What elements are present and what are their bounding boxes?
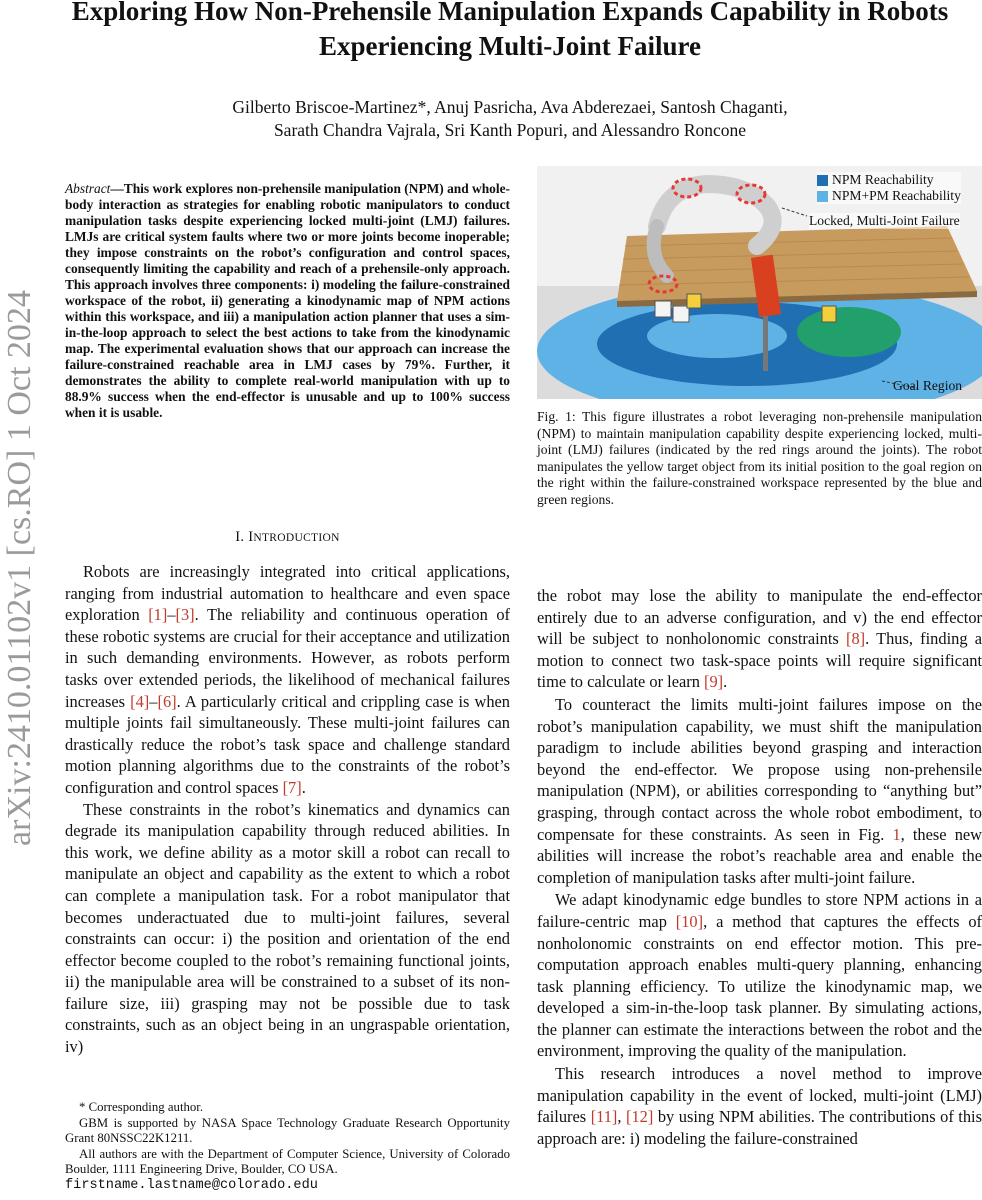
footnote-affiliation: All authors are with the Department of Computer Science, University of Colorado Boulder, 1111 Engineering Drive, Boulder, CO USA. <box>65 1146 510 1177</box>
target-object <box>687 294 701 308</box>
author-list <box>40 96 980 142</box>
section-heading-introduction <box>65 529 510 546</box>
figure-1-caption: Fig. 1: This figure illustrates a robot leveraging non-prehensile manipulation (NPM) to maintain manipulation capability despite experiencing locked, multi-joint (LMJ) failures (indicated by the red rings around the joints). The robot manipulates the yellow target object from its initial position to the goal region on the right within the failure-constrained workspace represented by the blue and green regions. <box>537 409 982 507</box>
paper-title: Exploring How Non-Prehensile Manipulation Expands Capability in Robots Experiencing Multi-Joint Failure <box>71 0 949 61</box>
goal-region-marker <box>797 307 901 357</box>
section-number: I. <box>235 529 249 545</box>
citation-link[interactable]: [8] <box>845 629 866 649</box>
text-run: To counteract the limits multi-joint failures impose on the robot’s manipulation capability, we must shift the manipulation paradigm to include abilities beyond grasping and interaction beyond the end-effector. We propose using non-prehensile manipulation (NPM), or abilities corresponding to “anything but” grasping, through contact across the whole robot embodiment, to compensate for these constraints. As seen in Fig. <box>537 694 982 844</box>
text-run: , these new abilities will increase the robot’s reachable area and enable the completion of manipulation tasks after multi-joint failure. <box>537 824 982 887</box>
legend-label-npm: NPM Reachability <box>832 172 934 187</box>
figure-legend <box>817 172 961 204</box>
abstract-text: —This work explores non-prehensile manipulation (NPM) and whole-body interaction as strategies for enabling robotic manipulators to conduct manipulation tasks despite experiencing locked multi-joint (LMJ) failures. LMJs are critical system faults where two or more joints become inoperable; they impose constraints on the robot’s configuration and control spaces, consequently limiting the capability and reach of a prehensile-only approach. This approach involves three components: i) modeling the failure-constrained workspace of the robot, ii) generating a kinodynamic map of NPM actions within this workspace, and iii) a manipulation action planner that uses a sim-in-the-loop approach to select the best actions to take from the kinodynamic map. The experimental evaluation shows that our approach can increase the failure-constrained reachable area in LMJ cases by 79%. Further, it demonstrates the ability to complete real-world manipulation with up to 88.9% success when the end-effector is unusable and up to 100% success when it is usable. <box>65 181 510 420</box>
citation-link[interactable]: [3] <box>175 605 195 625</box>
text-run: This research introduces a novel method to improve manipulation capability in the event of locked, multi-joint (LMJ) failures <box>537 1064 982 1127</box>
citation-link[interactable]: [6] <box>157 691 177 711</box>
citation-link[interactable]: [4] <box>130 691 150 711</box>
intro-paragraph-2-continued <box>537 585 982 693</box>
intro-left-column <box>65 561 510 1058</box>
authors-line-1: Gilberto Briscoe-Martinez*, Anuj Pasricha, Ava Abderezaei, Santosh Chaganti, <box>232 97 788 117</box>
intro-paragraph-5 <box>537 1063 982 1149</box>
citation-link[interactable]: [1] <box>148 605 168 625</box>
text-run: , a method that captures the effects of nonholonomic constraints on end effector motion. This pre-computation approach enables multi-query planning, enhancing task planning efficiency. To utilize the kinodynamic map, we developed a sim-in-the-loop task planner. By simulating actions, the planner can estimate the interactions between the robot and the environment, improving the quality of the manipulation. <box>537 911 982 1061</box>
text-run: – <box>167 605 176 625</box>
label-locked-failure: Locked, Multi-Joint Failure <box>809 213 960 228</box>
footnotes <box>65 1100 510 1194</box>
figure-1-image <box>537 166 982 399</box>
legend-swatch-npm-pm <box>817 191 828 202</box>
text-run: . The reliability and continuous operation of these robotic systems are crucial for their acceptance and utilization in such demanding environments. However, as robots perform tasks over extended periods, the likelihood of mechanical failures increases <box>65 605 510 711</box>
section-initial: I <box>248 529 254 545</box>
text-run: the robot may lose the ability to manipulate the end-effector entirely due to an adverse configuration, and v) the end effector will be subject to nonholonomic constraints <box>537 586 982 649</box>
label-goal-region: Goal Region <box>893 378 963 393</box>
citation-link[interactable]: [7] <box>282 777 302 797</box>
citation-link[interactable]: [12] <box>626 1107 654 1127</box>
text-run: – <box>149 691 158 711</box>
abstract-label: Abstract <box>65 181 111 196</box>
footnote-funding: GBM is supported by NASA Space Technology Graduate Research Opportunity Grant 80NSSC22K1211. <box>65 1115 510 1146</box>
text-run: by using NPM abilities. The contributions of this approach are: i) modeling the failure-constrained <box>537 1107 982 1148</box>
arxiv-watermark: arXiv:2410.01102v1 [cs.RO] 1 Oct 2024 <box>1 290 38 846</box>
text-run: . <box>723 672 728 692</box>
citation-link[interactable]: [9] <box>704 672 724 692</box>
figure-reference-link[interactable]: 1 <box>892 824 901 844</box>
intro-paragraph-3 <box>537 694 982 888</box>
intro-paragraph-1 <box>65 561 510 799</box>
legend-label-npm-pm: NPM+PM Reachability <box>832 188 961 203</box>
text-run: . A particularly critical and crippling case is when multiple joints fail simultaneously. These multi-joint failures can drastically reduce the robot’s task space and challenge standard motion planning algorithms due to the constraints of the robot’s configuration and control spaces <box>65 691 510 797</box>
section-title-rest: NTRODUCTION <box>253 532 340 544</box>
text-run: Robots are increasingly integrated into critical applications, ranging from industrial automation to healthcare and even space exploration <box>65 562 510 625</box>
footnote-email[interactable]: firstname.lastname@colorado.edu <box>65 1177 318 1193</box>
authors-line-2: Sarath Chandra Vajrala, Sri Kanth Popuri, and Alessandro Roncone <box>273 120 747 140</box>
legend-item-npm <box>817 172 961 188</box>
citation-link[interactable]: [11] <box>590 1107 618 1127</box>
text-run: , <box>617 1107 627 1127</box>
legend-swatch-npm <box>817 175 828 186</box>
citation-link[interactable]: [10] <box>675 911 704 931</box>
text-run: . Thus, finding a motion to connect two task-space points will require significant time to calculate or learn <box>537 629 982 692</box>
legend-item-npm-pm <box>817 188 961 204</box>
text-run: We adapt kinodynamic edge bundles to store NPM actions in a failure-centric map <box>537 890 982 931</box>
intro-paragraph-2: These constraints in the robot’s kinematics and dynamics can degrade its manipulation capability through reduced abilities. In this work, we define ability as a motor skill a robot can recall to manipulate an object and capability as the extent to which a robot can complete a manipulation task. For a robot manipulator that becomes underactuated due to multi-joint failures, several constraints can occur: i) the position and orientation of the end effector become coupled to the robot’s remaining functional joints, ii) the manipulable area will be constrained to a subset of its non-failure size, iii) grasping may not be possible due to task constraints, such as an object being in an ungraspable orientation, iv) <box>65 799 510 1057</box>
text-run: . <box>301 777 306 797</box>
intro-paragraph-4 <box>537 889 982 1062</box>
intro-right-column <box>537 585 982 1149</box>
abstract <box>65 181 510 421</box>
footnote-corresponding: * Corresponding author. <box>79 1100 204 1114</box>
